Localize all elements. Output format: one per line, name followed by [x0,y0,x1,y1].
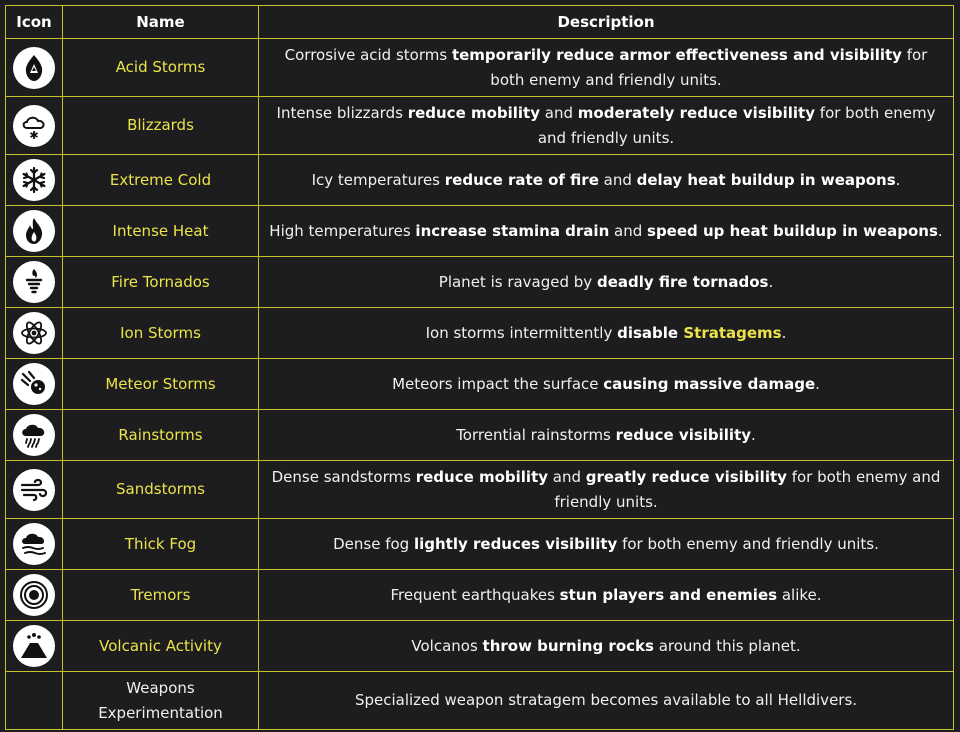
bold-text: reduce mobility [407,103,541,122]
name-volcanic-activity [63,621,259,672]
effect-name: Intense Heat [112,221,209,240]
flame-icon [13,210,55,252]
planet-effects-table [5,5,954,730]
text: Specialized weapon stratagem becomes available to all Helldivers. [354,691,858,709]
text: Torrential rainstorms [456,425,616,444]
text: and [598,170,637,189]
name-meteor-storms [63,359,259,410]
text: for both enemy and friendly units. [490,45,928,89]
text: . [895,170,901,189]
bold-text: stun players and enemies [559,585,778,604]
effect-name: Blizzards [127,116,194,134]
concentric-rings-icon [13,574,55,616]
effect-name: Tremors [130,585,191,604]
text: Ion storms intermittently [425,323,618,342]
text: and [548,467,586,486]
bold-text: increase stamina drain [415,221,610,240]
text: . [768,272,774,291]
blizzard-cloud-icon [13,105,55,147]
table-row [6,359,954,410]
description-ion-storms [259,308,954,359]
name-weapons-experimentation [63,672,259,730]
effect-name: Extreme Cold [109,170,212,189]
volcano-icon [13,625,55,667]
icon-cell [6,461,63,519]
table-row [6,621,954,672]
bold-text: reduce mobility [415,467,549,486]
name-tremors [63,570,259,621]
icon-cell [6,155,63,206]
description-weapons-experimentation [259,672,954,730]
name-extreme-cold [63,155,259,206]
meteor-icon [13,363,55,405]
name-acid-storms [63,39,259,97]
stratagem-highlight: Stratagems [683,323,782,342]
name-rainstorms [63,410,259,461]
effects-table-container [5,5,953,730]
bold-text: deadly fire tornados [596,272,769,291]
effect-name: Rainstorms [118,425,203,444]
text: Corrosive acid storms [284,45,452,64]
bold-text: throw burning rocks [482,636,654,655]
icon-cell [6,39,63,97]
table-body [6,39,954,730]
text: Frequent earthquakes [390,585,560,604]
effect-name: Thick Fog [124,534,197,553]
bold-text: reduce visibility [615,425,752,444]
icon-cell [6,672,63,730]
text: alike. [777,585,822,604]
icon-cell [6,308,63,359]
text: . [781,323,787,342]
bold-text: speed up heat buildup in weapons [647,221,938,240]
effect-name: Sandstorms [116,480,205,498]
name-intense-heat [63,206,259,257]
table-row [6,410,954,461]
table-header-row [6,6,954,39]
table-row [6,206,954,257]
text: and [540,103,578,122]
header-description: Description [259,6,954,39]
text: . [751,425,756,444]
text: . [937,221,943,240]
description-intense-heat [259,206,954,257]
name-fire-tornados [63,257,259,308]
bold-text: moderately reduce visibility [577,103,816,122]
text: for both enemy and friendly units. [554,467,941,511]
fog-cloud-icon [13,523,55,565]
description-fire-tornados [259,257,954,308]
icon-cell [6,257,63,308]
icon-cell [6,410,63,461]
description-meteor-storms [259,359,954,410]
effect-name: Volcanic Activity [99,636,222,655]
name-blizzards [63,97,259,155]
bold-text: lightly reduces visibility [413,534,618,553]
text: Volcanos [411,636,483,655]
text: around this planet. [653,636,801,655]
text: for both enemy and friendly units. [537,103,936,147]
bold-text: temporarily reduce armor effectiveness and visibility [451,45,902,64]
text: . [815,374,820,393]
wind-icon [13,469,55,511]
text: for both enemy and friendly units. [617,534,879,553]
icon-cell [6,206,63,257]
text: High temperatures [269,221,416,240]
snowflake-icon [13,159,55,201]
bold-text: causing massive damage [603,374,816,393]
table-row [6,39,954,97]
text: Dense sandstorms [271,467,416,486]
rain-cloud-icon [13,414,55,456]
fire-tornado-icon [13,261,55,303]
effect-name: Fire Tornados [111,272,210,291]
description-extreme-cold [259,155,954,206]
description-thick-fog [259,519,954,570]
table-row [6,257,954,308]
name-sandstorms [63,461,259,519]
description-sandstorms [259,461,954,519]
text: Meteors impact the surface [392,374,604,393]
description-tremors [259,570,954,621]
header-name: Name [63,6,259,39]
acid-flame-icon [13,47,55,89]
table-row [6,155,954,206]
table-row [6,519,954,570]
description-blizzards [259,97,954,155]
name-ion-storms [63,308,259,359]
bold-text: reduce rate of fire [444,170,599,189]
effect-name: Weapons Experimentation [98,678,223,722]
table-row [6,97,954,155]
icon-cell [6,519,63,570]
text: Planet is ravaged by [438,272,597,291]
table-row [6,308,954,359]
icon-cell [6,621,63,672]
effect-name: Ion Storms [120,323,201,342]
icon-cell [6,97,63,155]
icon-cell [6,359,63,410]
bold-text: greatly reduce visibility [585,467,787,486]
text: and [609,221,648,240]
table-row [6,461,954,519]
effect-name: Acid Storms [115,58,206,76]
effect-name: Meteor Storms [105,374,216,393]
text: Intense blizzards [276,103,408,122]
description-acid-storms [259,39,954,97]
table-row [6,570,954,621]
icon-cell [6,570,63,621]
bold-text: delay heat buildup in weapons [636,170,896,189]
bold-text: disable [617,323,684,342]
header-icon: Icon [6,6,63,39]
text: Icy temperatures [311,170,445,189]
description-volcanic-activity [259,621,954,672]
name-thick-fog [63,519,259,570]
table-row [6,672,954,730]
description-rainstorms [259,410,954,461]
text: Dense fog [333,534,414,553]
atom-icon [13,312,55,354]
